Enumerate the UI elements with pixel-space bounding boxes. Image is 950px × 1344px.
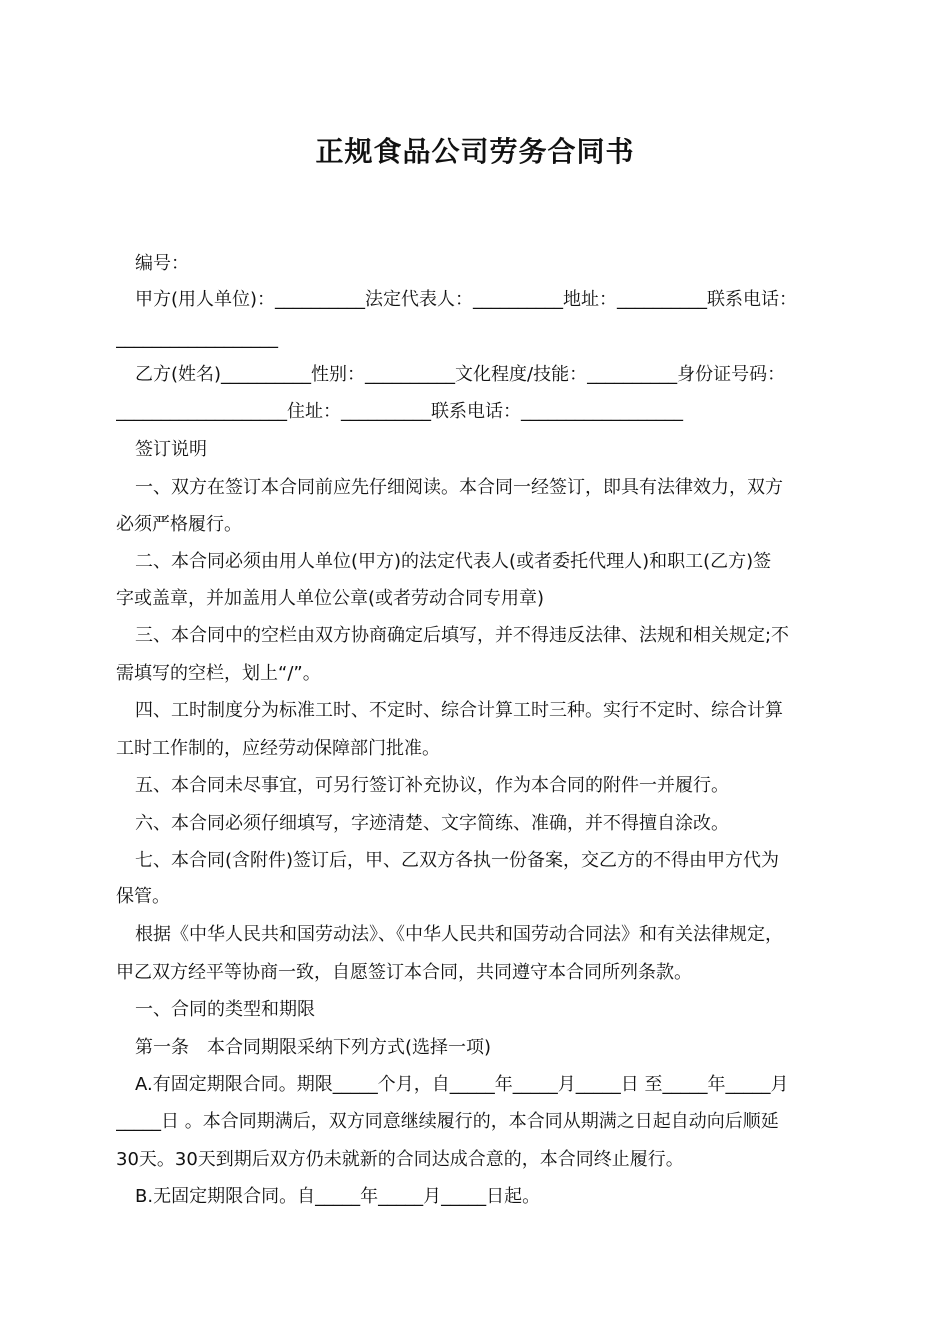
article-1-heading: 第一条 本合同期限采纳下列方式(选择一项)	[135, 1037, 492, 1058]
note-7-line-1: 七、本合同(含附件)签订后，甲、乙双方各执一份备案，交乙方的不得由甲方代为	[135, 850, 780, 871]
note-1-line-1: 一、双方在签订本合同前应先仔细阅读。本合同一经签订，即具有法律效力，双方	[135, 477, 783, 498]
party-a-fields: 甲方(用人单位)：__________法定代表人：__________地址：__________联系电话：	[135, 289, 798, 310]
note-3-line-2: 需填写的空栏，划上“/”。	[116, 663, 321, 684]
preamble-line-2: 甲乙双方经平等协商一致，自愿签订本合同，共同遵守本合同所列条款。	[116, 962, 692, 983]
note-1-line-2: 必须严格履行。	[116, 514, 242, 535]
document-title: 正规食品公司劳务合同书	[315, 135, 635, 168]
note-6: 六、本合同必须仔细填写，字迹清楚、文字简练、准确，并不得擅自涂改。	[135, 813, 729, 834]
signing-notes-heading: 签订说明	[135, 439, 207, 460]
note-5: 五、本合同未尽事宜，可另行签订补充协议，作为本合同的附件一并履行。	[135, 775, 729, 796]
note-4-line-2: 工时工作制的，应经劳动保障部门批准。	[116, 738, 440, 759]
option-b: B.无固定期限合同。自_____年_____月_____日起。	[135, 1186, 541, 1207]
section-1-heading: 一、合同的类型和期限	[135, 999, 315, 1020]
note-4-line-1: 四、工时制度分为标准工时、不定时、综合计算工时三种。实行不定时、综合计算	[135, 700, 783, 721]
note-2-line-2: 字或盖章，并加盖用人单位公章(或者劳动合同专用章)	[116, 588, 545, 609]
note-2-line-1: 二、本合同必须由用人单位(甲方)的法定代表人(或者委托代理人)和职工(乙方)签	[135, 551, 772, 572]
contract-number-label: 编号：	[135, 253, 189, 274]
option-a-line-3: 30天。30天到期后双方仍未就新的合同达成合意的，本合同终止履行。	[116, 1149, 684, 1170]
party-b-fields-cont: ___________________住址：__________联系电话：__________________	[116, 401, 683, 422]
note-3-line-1: 三、本合同中的空栏由双方协商确定后填写，并不得违反法律、法规和相关规定;不	[135, 625, 790, 646]
party-b-fields: 乙方(姓名)__________性别：__________文化程度/技能：__________身份证号码：	[135, 364, 786, 385]
option-a-line-1: A.有固定期限合同。期限_____个月，自_____年_____月_____日 至_____年_____月	[135, 1074, 789, 1095]
option-a-line-2: _____日 。本合同期满后，双方同意继续履行的，本合同从期满之日起自动向后顺延	[116, 1111, 779, 1132]
party-a-phone-blank: __________________	[116, 328, 278, 349]
preamble-line-1: 根据《中华人民共和国劳动法》、《中华人民共和国劳动合同法》和有关法律规定，	[135, 924, 783, 945]
note-7-line-2: 保管。	[116, 886, 170, 907]
